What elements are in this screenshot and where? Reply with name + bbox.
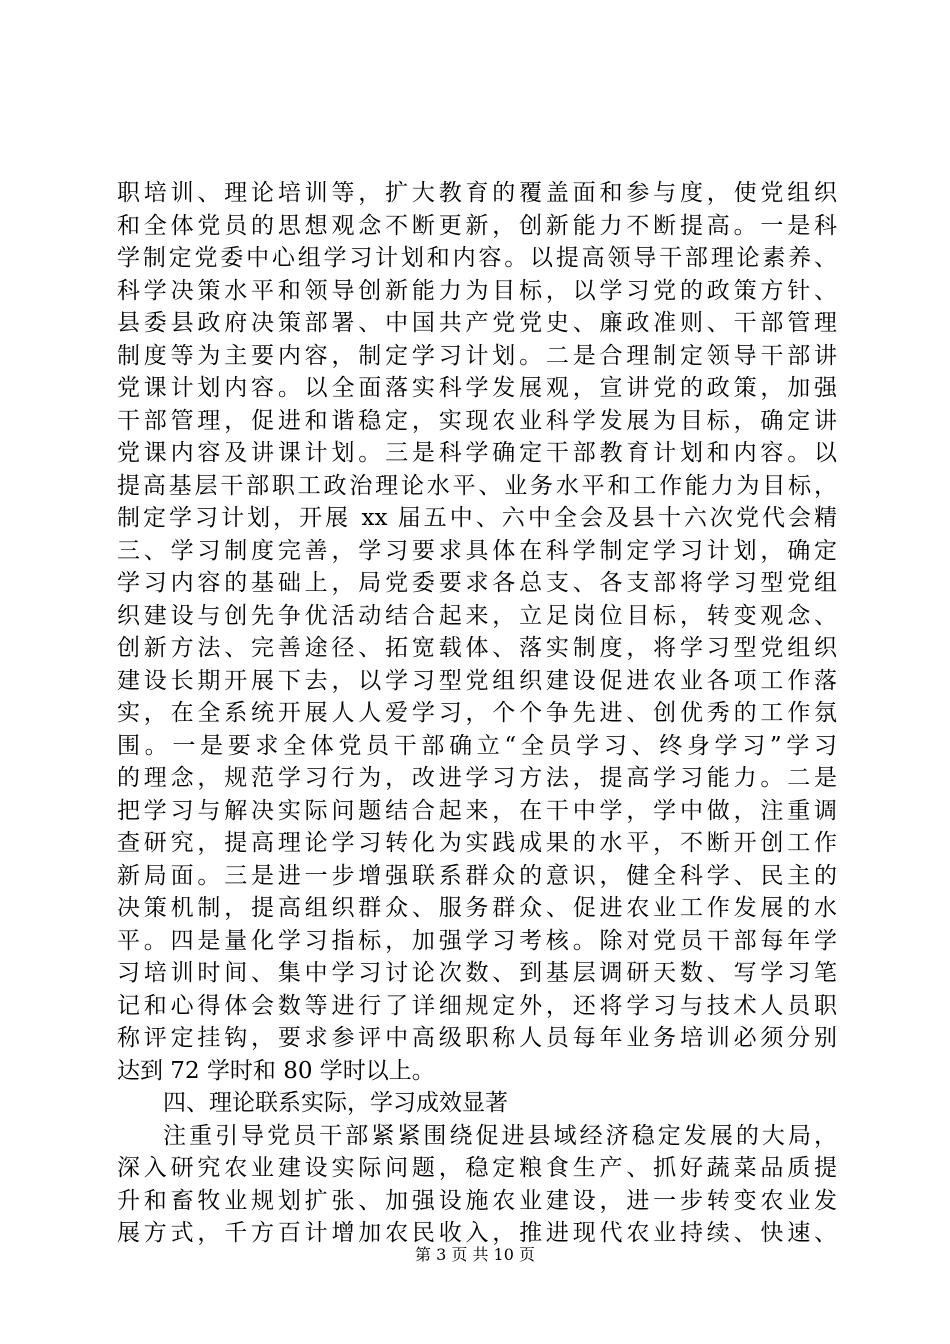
text-line: 县委县政府决策部署、中国共产党党史、廉政准则、干部管理 xyxy=(117,310,837,336)
text-line: 平。四是量化学习指标，加强学习考核。除对党员干部每年学 xyxy=(117,927,837,954)
text-line: 实，在全系统开展人人爱学习，个个争先进、创优秀的工作氛 xyxy=(117,700,837,726)
text-line: 的理念，规范学习行为，改进学习方法，提高学习能力。二是 xyxy=(117,765,837,791)
text-line: 党课计划内容。以全面落实科学发展观，宣讲党的政策，加强 xyxy=(117,375,837,401)
text-line: 织建设与创先争优活动结合起来，立足岗位目标，转变观念、 xyxy=(117,602,837,629)
body-text xyxy=(117,177,837,1250)
text-line: 学制定党委中心组学习计划和内容。以提高领导干部理论素养、 xyxy=(117,245,837,271)
text-line: 和全体党员的思想观念不断更新，创新能力不断提高。一是科 xyxy=(117,212,837,239)
text-line: 三、学习制度完善，学习要求具体在科学制定学习计划，确定 xyxy=(117,537,837,564)
text-line: 干部管理，促进和谐稳定，实现农业科学发展为目标，确定讲 xyxy=(117,407,837,434)
text-line: 党课内容及讲课计划。三是科学确定干部教育计划和内容。以 xyxy=(117,440,837,466)
page-number-footer: 第 3 页 共 10 页 xyxy=(415,1245,535,1264)
text-line: 升和畜牧业规划扩张、加强设施农业建设，进一步转变农业发 xyxy=(117,1187,837,1214)
text-line: 把学习与解决实际问题结合起来，在干中学，学中做，注重调 xyxy=(117,797,837,824)
text-line: 制度等为主要内容，制定学习计划。二是合理制定领导干部讲 xyxy=(117,342,837,369)
text-line: 学习内容的基础上，局党委要求各总支、各支部将学习型党组 xyxy=(117,570,837,596)
text-line: 决策机制，提高组织群众、服务群众、促进农业工作发展的水 xyxy=(117,895,837,921)
text-line: 围。一是要求全体党员干部确立“全员学习、终身学习”学习 xyxy=(117,732,837,759)
text-line: 制定学习计划，开展 xx 届五中、六中全会及县十六次党代会精 xyxy=(117,505,837,531)
text-line: 创新方法、完善途径、拓宽载体、落实制度，将学习型党组织 xyxy=(117,635,837,661)
text-line: 达到 72 学时和 80 学时以上。 xyxy=(117,1057,435,1084)
text-line: 职培训、理论培训等，扩大教育的覆盖面和参与度，使党组织 xyxy=(117,180,837,206)
text-line: 建设长期开展下去，以学习型党组织建设促进农业各项工作落 xyxy=(117,667,837,694)
text-line: 查研究，提高理论学习转化为实践成果的水平，不断开创工作 xyxy=(117,830,837,856)
text-line: 记和心得体会数等进行了详细规定外，还将学习与技术人员职 xyxy=(117,992,837,1019)
text-line: 习培训时间、集中学习讨论次数、到基层调研天数、写学习笔 xyxy=(117,960,837,986)
text-line: 新局面。三是进一步增强联系群众的意识，健全科学、民主的 xyxy=(117,862,837,889)
section-heading: 四、理论联系实际，学习成效显著 xyxy=(163,1090,508,1116)
text-line: 称评定挂钩，要求参评中高级职称人员每年业务培训必须分别 xyxy=(117,1025,837,1051)
text-line: 注重引导党员干部紧紧围绕促进县域经济稳定发展的大局， xyxy=(163,1122,837,1149)
text-line: 科学决策水平和领导创新能力为目标，以学习党的政策方针、 xyxy=(117,277,837,304)
text-line: 展方式，千方百计增加农民收入，推进现代农业持续、快速、 xyxy=(117,1220,837,1246)
text-line: 提高基层干部职工政治理论水平、业务水平和工作能力为目标， xyxy=(117,472,837,499)
text-line: 深入研究农业建设实际问题，稳定粮食生产、抓好蔬菜品质提 xyxy=(117,1155,837,1181)
